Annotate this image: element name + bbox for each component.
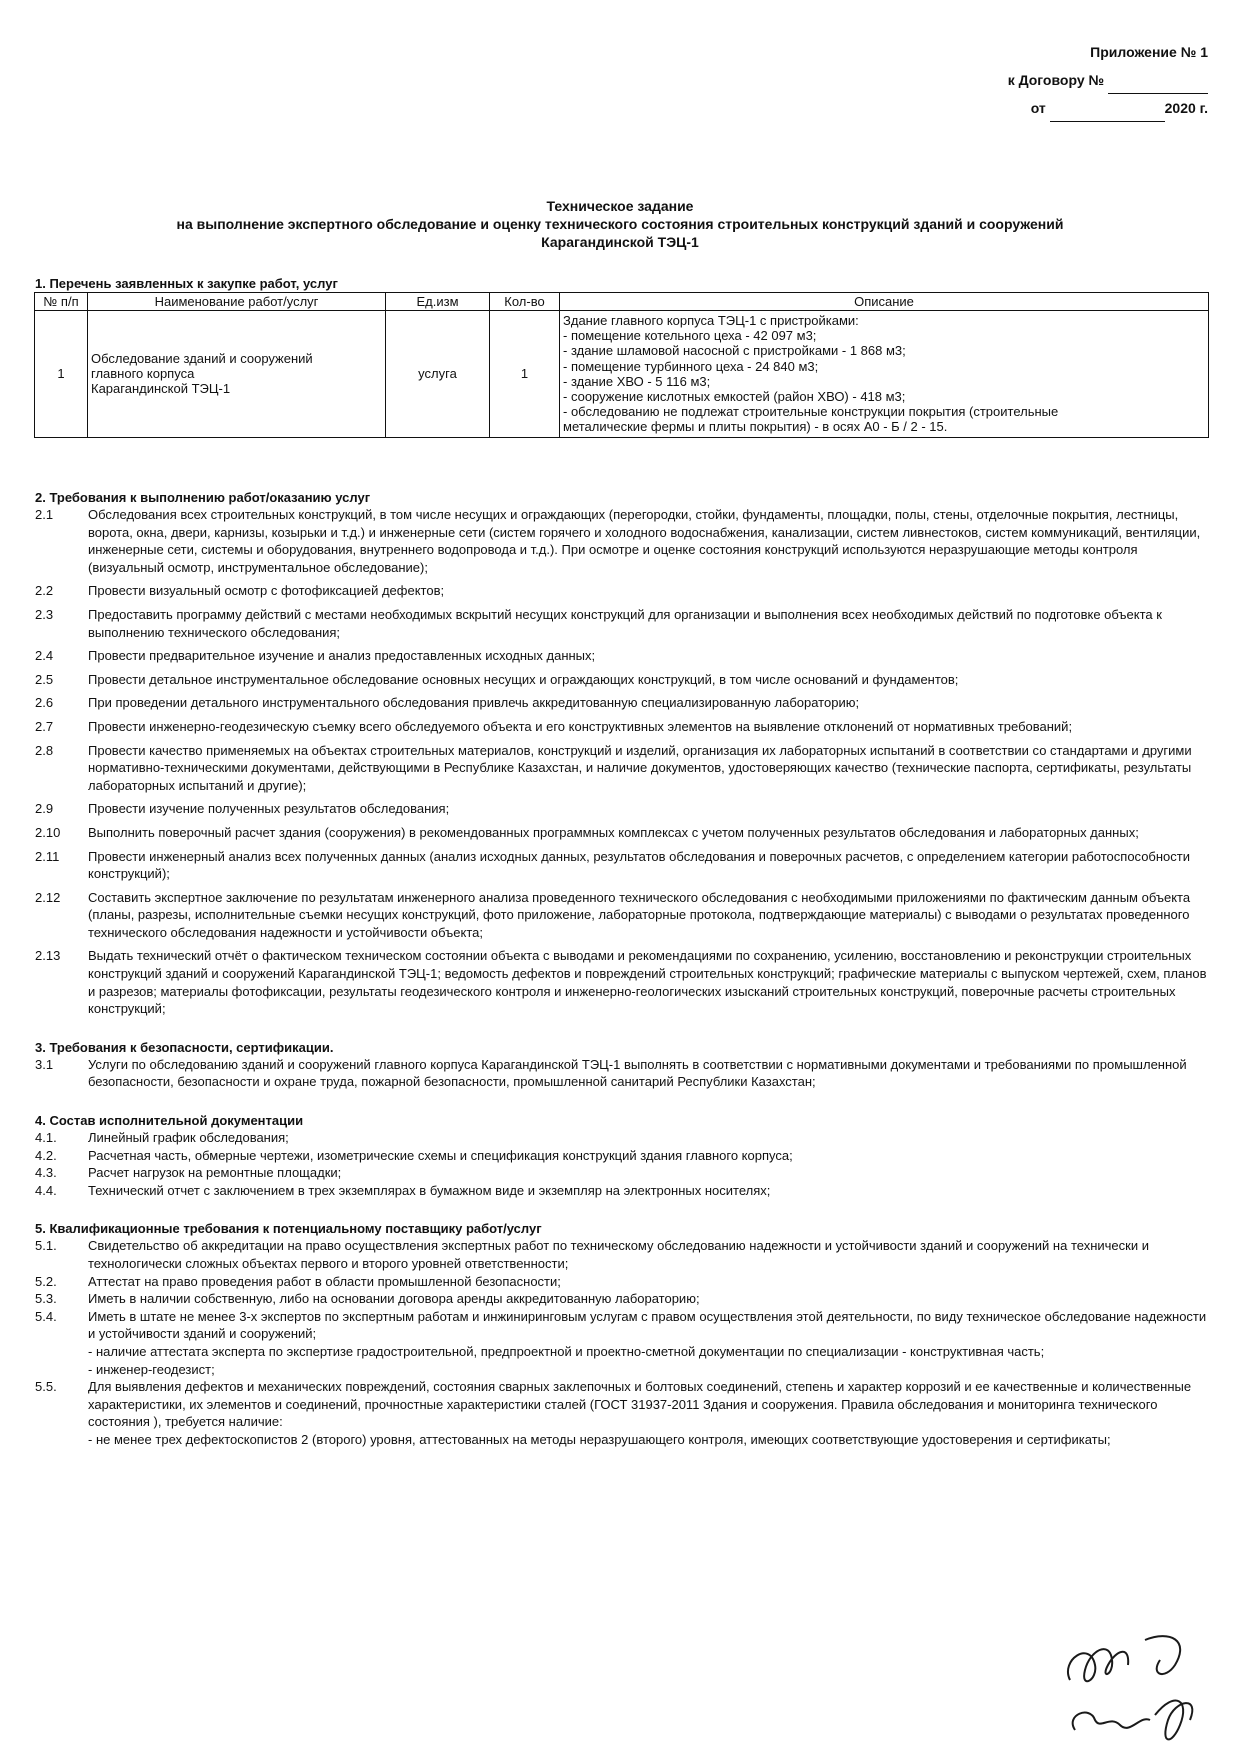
col-header-description: Описание <box>560 293 1209 311</box>
section-2-title: 2. Требования к выполнению работ/оказанию услуг <box>35 490 371 505</box>
table-row <box>35 311 1209 438</box>
item-text <box>88 1147 1210 1165</box>
item-text <box>88 824 1210 842</box>
item-text-main: Обследования всех строительных конструкций, в том числе несущих и ограждающих (перегородки, стойки, фундаменты, площадки, полы, стены, отделочные покрытия, лестницы, ворота, окна, двери, карнизы, козырьки и т.д.) и инженерные сети (систем горячего и холодного водоснабжения, канализации, систем ливнестоков, систем коммуникаций, вентиляции, инженерные сети, системы и оборудования, внутреннего водопровода и т.д.). При осмотре и оценке состояния конструкций используются неразрушающие методы контроля (визуальный осмотр, инструментальное обследование); <box>88 507 1201 575</box>
row-num: 1 <box>35 311 88 438</box>
section-3-items <box>35 1056 1210 1091</box>
item-number: 2.8 <box>35 742 54 758</box>
item-text <box>88 718 1210 736</box>
item-text <box>88 694 1210 712</box>
item-text-main: Аттестат на право проведения работ в области промышленной безопасности; <box>88 1273 561 1289</box>
list-item <box>35 1129 1210 1147</box>
item-number: 2.4 <box>35 648 54 664</box>
item-number: 2.6 <box>35 695 54 711</box>
item-text <box>88 506 1210 576</box>
document-title <box>0 197 1240 251</box>
item-subline: - не менее трех дефектоскопистов 2 (второго) уровня, аттестованных на методы неразрушающего контроля, имеющих соответствующие удостоверения и сертификаты; <box>88 1431 1111 1447</box>
item-number: 5.5. <box>35 1379 57 1395</box>
list-item <box>35 1164 1210 1182</box>
list-item <box>35 694 1210 712</box>
item-text-main: Провести качество применяемых на объектах строительных материалов, конструкций и изделий, организация их лабораторных испытаний в соответствии со стандартами и другими нормативно-техническими документами, действующими в Республике Казахстан, и наличие документов, удостоверяющих качество (технические паспорта, сертификаты, результаты лабораторных испытаний и другие); <box>88 742 1192 793</box>
item-number: 2.1 <box>35 507 54 522</box>
item-text <box>88 1164 1210 1182</box>
item-text <box>88 606 1210 641</box>
list-item <box>35 1378 1210 1448</box>
row-name-line: главного корпуса <box>91 366 195 382</box>
list-item <box>35 1273 1210 1291</box>
item-text-main: Иметь в наличии собственную, либо на основании договора аренды аккредитованную лабораторию; <box>88 1291 700 1307</box>
title-line-3: Карагандинской ТЭЦ-1 <box>541 234 699 250</box>
item-text-main: Провести инженерный анализ всех полученных данных (анализ исходных данных, результатов обследования и поверочных расчетов, с определением категории работоспособности конструкций); <box>88 848 1190 882</box>
list-item <box>35 1290 1210 1308</box>
item-number: 5.4. <box>35 1308 57 1324</box>
item-number: 4.2. <box>35 1147 57 1163</box>
item-number: 5.1. <box>35 1238 57 1254</box>
appendix-block <box>1008 38 1208 122</box>
list-item <box>35 848 1210 883</box>
item-number: 2.9 <box>35 801 54 817</box>
item-text-main: Услуги по обследованию зданий и сооружений главного корпуса Карагандинской ТЭЦ-1 выполнять в соответствии с нормативными документами и требованиями по промышленной безопасности, безопасности и охране труда, пожарной безопасности, промышленной санитарий Республики Казахстан; <box>88 1056 1187 1090</box>
item-number: 2.10 <box>35 824 61 840</box>
list-item <box>35 889 1210 942</box>
item-text <box>88 1273 1210 1291</box>
item-text-main: Провести визуальный осмотр с фотофиксацией дефектов; <box>88 583 445 599</box>
item-text-main: Иметь в штате не менее 3-х экспертов по экспертным работам и инжиниринговым услугам с правом осуществления этой деятельности, по виду техническое обследование надежности и устойчивости зданий и сооружений; <box>88 1308 1207 1342</box>
item-text-main: Провести предварительное изучение и анализ предоставленных исходных данных; <box>88 648 596 664</box>
row-qty: 1 <box>490 311 560 438</box>
item-text <box>88 647 1210 665</box>
works-table <box>34 292 1209 438</box>
item-text <box>88 947 1210 1017</box>
item-text <box>88 800 1210 818</box>
col-header-qty: Кол-во <box>490 293 560 311</box>
section-1-title: 1. Перечень заявленных к закупке работ, услуг <box>35 276 338 291</box>
item-number: 4.4. <box>35 1182 57 1198</box>
item-text-main: Предоставить программу действий с местами необходимых вскрытий несущих конструкций для организации и выполнения всех необходимых действий по подготовке объекта к выполнению технического обследования; <box>88 606 1162 640</box>
section-4-title: 4. Состав исполнительной документации <box>35 1113 304 1129</box>
row-name-line: Карагандинской ТЭЦ-1 <box>91 381 231 397</box>
item-number: 2.13 <box>35 948 61 964</box>
item-text-main: Для выявления дефектов и механических повреждений, состояния сварных заклепочных и болтовых соединений, степень и характер коррозий и ее качественные и количественные характеристики, их элементов и соединений, прочностные характеристики сталей (ГОСТ 31937-2011 Здания и сооружения. Правила обследования и мониторинга технического состояния ), требуется наличие: <box>88 1379 1192 1430</box>
document-body <box>35 490 1210 1449</box>
description-line: - здание ХВО - 5 116 м3; <box>563 373 711 389</box>
item-text-main: Провести изучение полученных результатов обследования; <box>88 801 450 817</box>
item-text <box>88 671 1210 689</box>
item-number: 2.2 <box>35 583 54 599</box>
list-item <box>35 1308 1210 1378</box>
item-text-main: Расчетная часть, обмерные чертежи, изометрические схемы и спецификация конструкций здания главного корпуса; <box>88 1147 793 1163</box>
item-text-main: Свидетельство об аккредитации на право осуществления экспертных работ по техническому обследованию надежности и устойчивости зданий и сооружений на технически и технологически сложных объектах первого и второго уровней ответственности; <box>88 1238 1149 1271</box>
col-header-name: Наименование работ/услуг <box>88 293 386 311</box>
description-line: - обследованию не подлежат строительные конструкции покрытия (строительные <box>563 404 1059 420</box>
list-item <box>35 606 1210 641</box>
title-line-2: на выполнение экспертного обследование и оценку технического состояния строительных конструкций зданий и сооружений <box>176 216 1064 232</box>
year-label: 2020 г. <box>1164 100 1208 116</box>
item-number: 2.3 <box>35 606 54 622</box>
item-text-main: Расчет нагрузок на ремонтные площадки; <box>88 1165 342 1181</box>
item-text <box>88 848 1210 883</box>
section-5-items <box>35 1237 1210 1448</box>
col-header-unit: Ед.изм <box>386 293 490 311</box>
item-number: 4.1. <box>35 1130 57 1146</box>
item-number: 5.2. <box>35 1273 57 1289</box>
list-item <box>35 1056 1210 1091</box>
item-text <box>88 1308 1210 1378</box>
item-text-main: При проведении детального инструментального обследования привлечь аккредитованную специализированную лабораторию; <box>88 695 860 711</box>
contract-line <box>1008 66 1208 94</box>
contract-number-blank <box>1108 77 1208 94</box>
row-description <box>560 311 1209 438</box>
list-item <box>35 671 1210 689</box>
item-text-main: Выдать технический отчёт о фактическом техническом состоянии объекта с выводами и рекомендациями по сохранению, усилению, восстановлению и реконструкции строительных конструкций зданий и сооружений Карагандинской ТЭЦ-1; ведомость дефектов и повреждений строительных конструкций; графические материалы с выпуском чертежей, схем, планов и разрезов; материалы фотофиксации, результаты геодезического контроля и инженерно-геологических изысканий строительных конструкций, поверочные расчеты строительных конструкций; <box>88 948 1207 1017</box>
appendix-title: Приложение № 1 <box>1090 44 1208 60</box>
list-item <box>35 1182 1210 1200</box>
description-line: - сооружение кислотных емкостей (район ХВО) - 418 м3; <box>563 389 906 405</box>
col-header-num: № п/п <box>35 293 88 311</box>
list-item <box>35 506 1210 576</box>
table-header-row <box>35 293 1209 311</box>
section-5-title: 5. Квалификационные требования к потенциальному поставщику работ/услуг <box>35 1221 542 1237</box>
list-item <box>35 742 1210 795</box>
description-line: Здание главного корпуса ТЭЦ-1 с пристройками: <box>563 313 859 328</box>
section-2-items <box>35 506 1210 1018</box>
list-item <box>35 647 1210 665</box>
item-text-main: Выполнить поверочный расчет здания (сооружения) в рекомендованных программных комплексах с учетом полученных результатов обследования и лабораторных данных; <box>88 824 1139 840</box>
date-blank <box>1050 105 1165 122</box>
item-text <box>88 1056 1210 1091</box>
item-number: 4.3. <box>35 1165 57 1181</box>
contract-label: к Договору № <box>1007 72 1105 88</box>
list-item <box>35 1147 1210 1165</box>
list-item <box>35 947 1210 1017</box>
item-text-main: Составить экспертное заключение по результатам инженерного анализа проведенного технического обследования с необходимыми приложениями по фактическим данным объекта (планы, разрезы, исполнительные съемки несущих конструкций, фото приложение, лабораторные протокола, подтверждающие материалы) с выводами о результатах проведенного технического обследования надежности и устойчивости объекта; <box>88 889 1191 940</box>
handwritten-signature <box>1050 1620 1220 1750</box>
list-item <box>35 824 1210 842</box>
list-item <box>35 1237 1210 1272</box>
row-unit: услуга <box>386 311 490 438</box>
item-subline: - инженер-геодезист; <box>88 1361 215 1377</box>
item-number: 2.5 <box>35 671 54 687</box>
list-item <box>35 800 1210 818</box>
item-text <box>88 889 1210 942</box>
date-line <box>1008 94 1208 122</box>
item-text <box>88 1290 1210 1308</box>
description-line: - здание шламовой насосной с пристройками - 1 868 м3; <box>563 343 906 359</box>
item-text <box>88 1237 1210 1272</box>
description-line: - помещение турбинного цеха - 24 840 м3; <box>563 358 819 374</box>
item-number: 2.11 <box>35 848 60 864</box>
list-item <box>35 718 1210 736</box>
item-number: 2.7 <box>35 718 54 734</box>
item-number: 2.12 <box>35 889 61 905</box>
item-number: 3.1 <box>35 1056 54 1072</box>
section-3-title: 3. Требования к безопасности, сертификации. <box>35 1039 334 1055</box>
item-text-main: Технический отчет с заключением в трех экземплярах в бумажном виде и экземпляр на электронных носителях; <box>88 1182 771 1198</box>
row-name-line: Обследование зданий и сооружений <box>91 351 313 366</box>
item-text <box>88 1182 1210 1200</box>
item-text <box>88 742 1210 795</box>
section-4-items <box>35 1129 1210 1199</box>
item-number: 5.3. <box>35 1291 57 1307</box>
item-text <box>88 1129 1210 1147</box>
item-subline: - наличие аттестата эксперта по экспертизе градостроительной, предпроектной и проектно-сметной документации по специализации - конструктивная часть; <box>88 1343 1045 1359</box>
item-text-main: Провести инженерно-геодезическую съемку всего обследуемого объекта и его конструктивных элементов на выявление отклонений от нормативных требований; <box>88 718 1073 734</box>
title-line-1: Техническое задание <box>546 198 694 214</box>
item-text-main: Провести детальное инструментальное обследование основных несущих и ограждающих конструкций, в том числе оснований и фундаментов; <box>88 671 959 687</box>
description-line: - помещение котельного цеха - 42 097 м3; <box>563 328 817 344</box>
list-item <box>35 582 1210 600</box>
description-line: металические фермы и плиты покрытия) - в осях А0 - Б / 2 - 15. <box>563 419 948 435</box>
item-text <box>88 1378 1210 1448</box>
row-name <box>88 311 386 438</box>
date-label: от <box>1030 100 1046 116</box>
item-text <box>88 582 1210 600</box>
item-text-main: Линейный график обследования; <box>88 1130 289 1146</box>
